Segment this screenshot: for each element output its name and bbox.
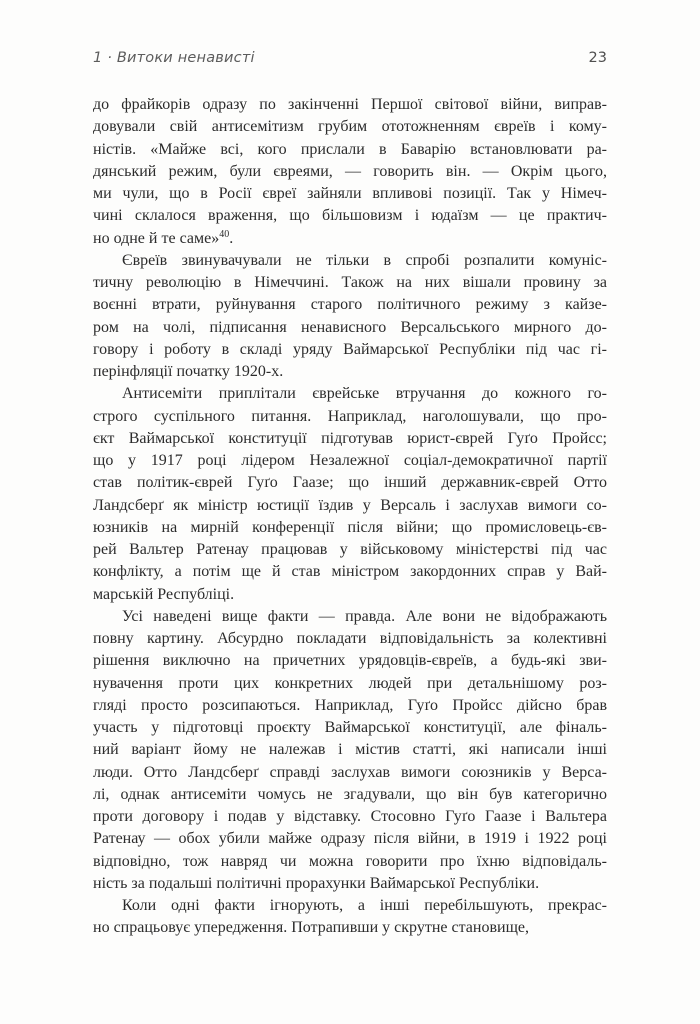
text-line: но одне й те саме»$^{40}$.	[93, 228, 234, 247]
text-line: ністів. «Майже всі, кого прислали в Баварію встановлювати ра-	[93, 140, 607, 158]
text-line: ми чули, що в Росії євреї зайняли впливові позиції. Так у Німеч-	[93, 185, 607, 202]
text-line: довували свій антисемітизм грубим ототожненням євреїв і кому-	[93, 118, 607, 136]
text-line: ний варіант йому не належав і містив статті, які написали інші	[93, 741, 607, 759]
text-line: строго суспільного питання. Наприклад, наголошували, що про-	[93, 407, 607, 425]
text-line: став політик-єврей Гуґо Гаазе; що інший державник-єврей Отто	[93, 474, 607, 492]
text-line: ром на чолі, підписання ненависного Версальського мирного до-	[93, 318, 607, 336]
paragraph	[93, 94, 607, 250]
text-line: гляді просто розсипаються. Наприклад, Гуґо Пройсс дійсно брав	[93, 696, 607, 714]
text-line: Антисеміти приплітали єврейське втручання до кожного го-	[122, 385, 607, 403]
text-line: нувачення проти цих конкретних людей при детальнішому роз-	[93, 674, 607, 692]
text-line: участь у підготовці проєкту Ваймарської конституції, але фіналь-	[93, 719, 607, 736]
text-line: єкт Ваймарської конституції підготував юрист-єврей Гуґо Пройсс;	[93, 429, 607, 447]
text-line: конфлікту, а потім ще й став міністром закордонних справ у Вай-	[93, 563, 607, 581]
text-line: рішення виключно на причетних урядовців-євреїв, а будь-які зви-	[93, 652, 607, 670]
paragraph	[93, 895, 607, 940]
text-line: воєнні втрати, руйнування старого політичного режиму з кайзе-	[93, 296, 607, 314]
chapter-heading: 1 · Витоки ненависті	[93, 50, 255, 66]
text-line: проти договору і подав у відставку. Стосовно Гуґо Гаазе і Вальтера	[93, 808, 607, 825]
text-line: ність за подальші політичні прорахунки Ваймарської Республіки.	[93, 874, 540, 892]
text-line: юзників на мирній конференції після війни; що промисловець-єв-	[93, 518, 607, 536]
text-line: но спрацьовує упередження. Потрапивши у скрутне становище,	[93, 919, 529, 937]
text-line: рей Вальтер Ратенау працював у військовому міністерстві під час	[93, 541, 607, 558]
text-line: Усі наведені вище факти — правда. Але вони не відображають	[122, 607, 607, 625]
page-body	[93, 94, 607, 940]
page-header	[93, 50, 607, 72]
paragraph	[93, 383, 607, 606]
text-line: марській Республіці.	[93, 585, 235, 603]
text-line: перінфляції початку 1920-х.	[93, 363, 284, 380]
text-line: говору і роботу в складі уряду Ваймарської Республіки під час гі-	[93, 340, 607, 358]
text-line: дянський режим, були євреями, — говорить він. — Окрім цього,	[93, 162, 607, 180]
text-line: що у 1917 році лідером Незалежної соціал-демократичної партії	[93, 452, 607, 469]
text-line: чині склалося враження, що більшовизм і юдаїзм — це практич-	[93, 207, 607, 225]
text-line: тичну революцію в Німеччині. Також на них вішали провину за	[93, 274, 607, 291]
page-number: 23	[588, 50, 607, 66]
text-line: відповідно, тож навряд чи можна говорити про їхню відповідаль-	[93, 852, 607, 870]
text-line: Коли одні факти ігнорують, а інші перебільшують, прекрас-	[122, 897, 607, 914]
text-line: лі, однак антисеміти чомусь не згадували, що він був категорично	[93, 785, 607, 803]
footnote-ref[interactable]: 40	[219, 228, 230, 240]
text-line: до фрайкорів одразу по закінченні Першої світової війни, виправ-	[93, 96, 607, 113]
paragraph	[93, 606, 607, 895]
text-line: Ландсберґ як міністр юстиції їздив у Версаль і заслухав вимоги со-	[93, 496, 607, 514]
text-line: Ратенау — обох убили майже одразу після війни, в 1919 і 1922 році	[93, 830, 607, 848]
text-line: повну картину. Абсурдно покладати відповідальність за колективні	[93, 630, 607, 647]
text-line: люди. Отто Ландсберґ справді заслухав вимоги союзників у Верса-	[93, 763, 607, 781]
paragraph	[93, 250, 607, 384]
text-line: Євреїв звинувачували не тільки в спробі розпалити комуніс-	[122, 251, 607, 269]
